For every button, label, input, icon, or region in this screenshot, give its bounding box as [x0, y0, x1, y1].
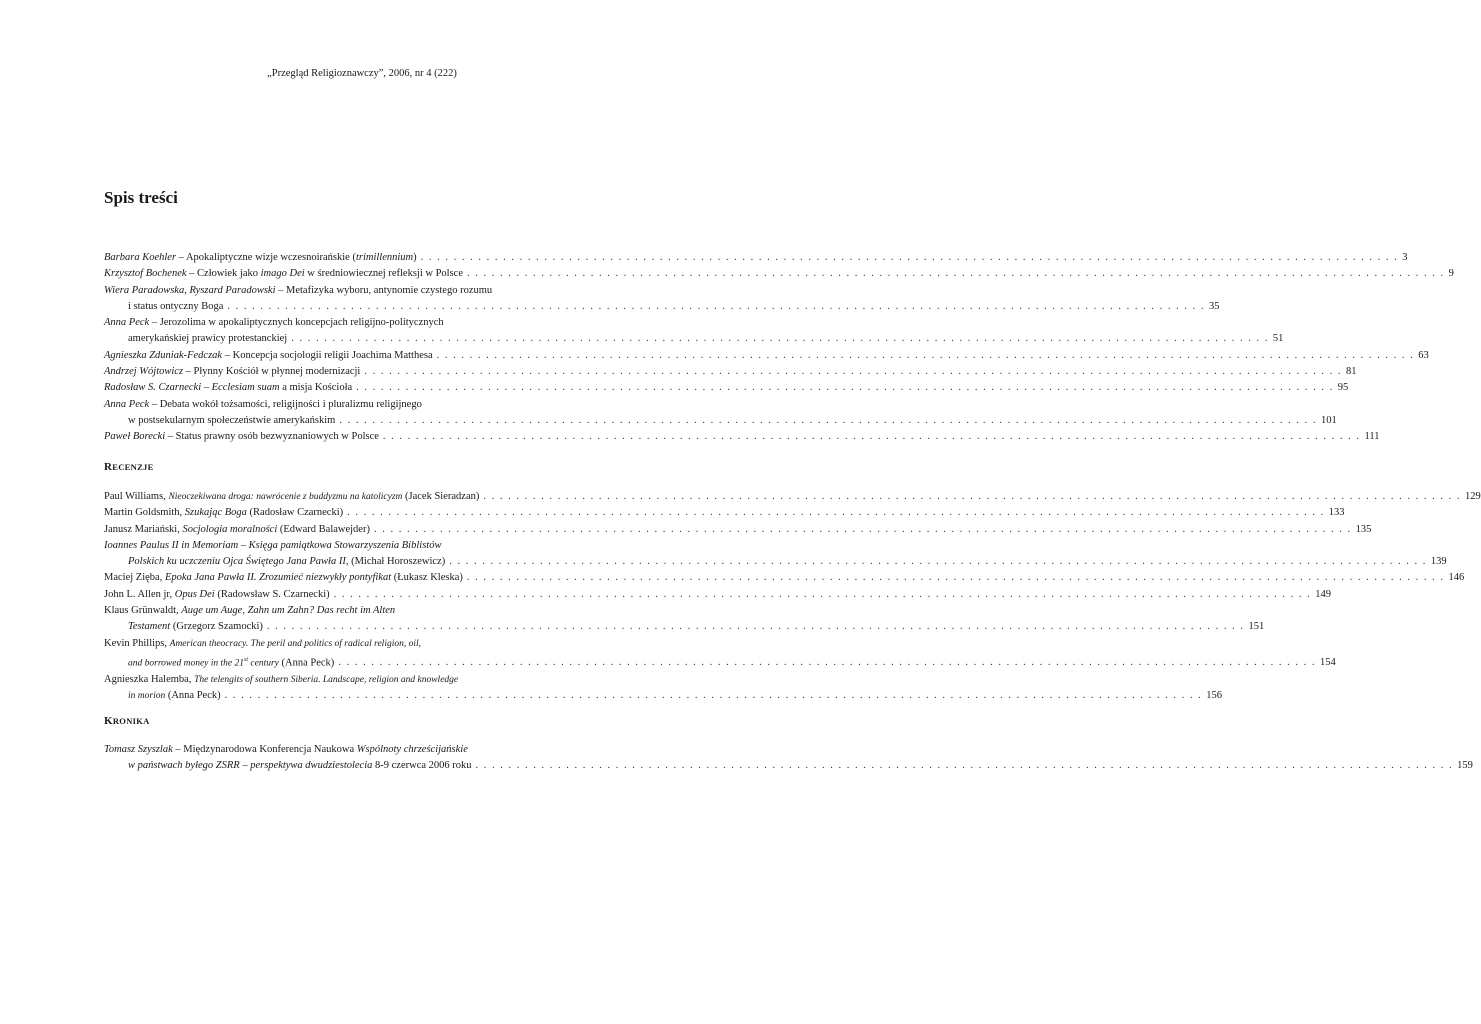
contents-list — [104, 250, 1454, 446]
article-entry — [104, 283, 1220, 316]
page-number: 151 — [1248, 621, 1265, 633]
entry-line — [104, 380, 1349, 396]
page-number: 63 — [1418, 349, 1429, 361]
reviews-heading — [104, 461, 154, 473]
entry-line — [104, 397, 554, 413]
entry-line — [104, 266, 1454, 282]
dot-leader — [339, 413, 1317, 429]
review-entry — [104, 505, 1345, 521]
page-number: 101 — [1320, 414, 1337, 426]
dot-leader — [437, 348, 1415, 364]
entry-text: Paul Williams, Nieoczekiwana droga: nawrócenie z buddyzmu na katolicyzm (Jacek Sieradzan) — [104, 491, 480, 502]
reviews-heading-rest: ECENZJE — [112, 462, 154, 472]
dot-leader — [467, 266, 1445, 282]
entry-line — [104, 758, 1473, 774]
dot-leader — [225, 688, 1203, 704]
entry-text: John L. Allen jr, Opus Dei (Radowsław S. Czarnecki) — [104, 588, 330, 600]
entry-line — [104, 522, 1372, 538]
entry-text: w postsekularnym społeczeństwie amerykańskim — [128, 414, 336, 426]
dot-leader — [383, 429, 1361, 445]
entry-text: Klaus Grünwaldt, Auge um Auge, Zahn um Zahn? Das recht im Alten — [104, 605, 396, 617]
entry-text: Barbara Koehler – Apokaliptyczne wizje wczesnoirańskie (trimillennium) — [104, 252, 417, 263]
entry-line — [104, 570, 1465, 586]
page-number: 35 — [1209, 300, 1220, 312]
dot-leader — [476, 758, 1454, 774]
entry-text: i status ontyczny Boga — [128, 300, 224, 312]
review-entry — [104, 538, 1447, 571]
page-number: 81 — [1345, 366, 1357, 378]
dot-leader — [374, 522, 1352, 538]
dot-leader — [467, 570, 1445, 586]
page-title: Spis treści — [104, 188, 178, 207]
entry-text: Paweł Borecki – Status prawny osób bezwyznaniowych w Polsce — [104, 431, 379, 443]
entry-text: Krzysztof Bochenek – Człowiek jako imago Dei w średniowiecznej refleksji w Polsce — [104, 268, 463, 280]
page-number: 156 — [1206, 690, 1222, 702]
dot-leader — [338, 655, 1316, 671]
article-entry — [104, 250, 1408, 266]
entry-text: Testament (Grzegorz Szamocki) — [128, 621, 263, 633]
article-entry — [104, 315, 1284, 348]
chronicle-heading-initial: K — [104, 715, 113, 727]
dot-leader — [364, 364, 1342, 380]
article-entry — [104, 429, 1380, 445]
article-entry — [104, 364, 1357, 380]
entry-text: in morion (Anna Peck) — [128, 690, 221, 702]
entry-line — [104, 554, 1447, 570]
entry-line — [104, 603, 554, 619]
entry-line — [104, 688, 1222, 704]
entry-text: Anna Peck – Jerozolima w apokaliptycznych koncepcjach religijno-politycznych — [104, 317, 444, 329]
review-entry — [104, 587, 1331, 603]
dot-leader — [227, 299, 1205, 315]
entry-line — [104, 348, 1429, 364]
dot-leader — [421, 250, 1399, 266]
dot-leader — [291, 331, 1269, 347]
entry-text: Martin Goldsmith, Szukając Boga (Radosław Czarnecki) — [104, 507, 344, 519]
dot-leader — [449, 554, 1427, 570]
page-number: 149 — [1315, 588, 1331, 600]
journal-header: „Przegląd Religioznawczy”, 2006, nr 4 (222) — [267, 68, 457, 79]
entry-text: Ioannes Paulus II in Memoriam – Księga pamiątkowa Stowarzyszenia Biblistów — [104, 539, 442, 551]
dot-leader — [347, 505, 1325, 521]
entry-line — [104, 429, 1380, 445]
entry-line — [104, 250, 1408, 266]
entry-line — [104, 742, 554, 758]
dot-leader — [334, 587, 1312, 603]
entry-line — [104, 619, 1265, 635]
entry-text: Radosław S. Czarnecki – Ecclesiam suam a misja Kościoła — [104, 382, 353, 394]
entry-text: Andrzej Wójtowicz – Płynny Kościół w płynnej modernizacji — [104, 366, 361, 378]
reviews-list — [104, 489, 1481, 704]
entry-line — [104, 587, 1331, 603]
page-number: 9 — [1448, 268, 1454, 280]
chronicle-heading — [104, 715, 150, 727]
page-number: 51 — [1272, 333, 1284, 345]
page-number: 146 — [1448, 572, 1465, 584]
dot-leader — [356, 380, 1334, 396]
page-number: 3 — [1402, 252, 1408, 263]
page-number: 111 — [1364, 431, 1380, 443]
entry-line — [104, 505, 1345, 521]
review-entry — [104, 570, 1465, 586]
entry-text: amerykańskiej prawicy protestanckiej — [128, 333, 288, 345]
entry-line — [104, 331, 1284, 347]
entry-text: and borrowed money in the 21st century (Anna Peck) — [128, 656, 335, 669]
page-number: 139 — [1430, 556, 1447, 568]
entry-text: Polskich ku uczczeniu Ojca Świętego Jana Pawła II, (Michał Horoszewicz) — [128, 556, 446, 568]
entry-text: Wiera Paradowska, Ryszard Paradowski – Metafizyka wyboru, antynomie czystego rozumu — [104, 284, 493, 296]
review-entry — [104, 522, 1372, 538]
page-number: 135 — [1355, 523, 1372, 535]
entry-text: Agnieszka Zduniak-Fedczak – Koncepcja socjologii religii Joachima Matthesa — [104, 349, 433, 361]
article-entry — [104, 380, 1349, 396]
chronicle-heading-rest: RONIKA — [112, 716, 150, 726]
entry-text: Kevin Phillips, American theocracy. The peril and politics of radical religion, oil, — [104, 637, 422, 649]
entry-line — [104, 538, 554, 554]
page-number: 129 — [1464, 491, 1481, 502]
review-entry — [104, 672, 1222, 705]
entry-line — [104, 413, 1337, 429]
dot-leader — [267, 619, 1245, 635]
page-number: 159 — [1457, 760, 1473, 772]
reviews-heading-initial: R — [104, 461, 113, 473]
chronicle-list — [104, 742, 1473, 775]
entry-line — [104, 672, 554, 688]
entry-text: Janusz Mariański, Socjologia moralności (Edward Balawejder) — [104, 523, 370, 535]
entry-text: Anna Peck – Debata wokół tożsamości, religijności i pluralizmu religijnego — [104, 398, 422, 410]
article-entry — [104, 266, 1454, 282]
entry-line — [104, 636, 554, 652]
entry-text: Maciej Zięba, Epoka Jana Pawła II. Zrozumieć niezwykły pontyfikat (Łukasz Kleska) — [104, 572, 463, 584]
dot-leader — [483, 489, 1461, 505]
entry-line — [104, 489, 1481, 505]
entry-text: w państwach byłego ZSRR – perspektywa dwudziestolecia 8-9 czerwca 2006 roku — [128, 760, 472, 772]
entry-line — [104, 364, 1357, 380]
entry-line — [104, 283, 554, 299]
review-entry — [104, 603, 1265, 636]
article-entry — [104, 348, 1429, 364]
entry-text: Tomasz Szyszlak – Międzynarodowa Konferencja Naukowa Wspólnoty chrześcijańskie — [104, 744, 468, 755]
review-entry — [104, 489, 1481, 505]
page-number: 133 — [1328, 507, 1345, 519]
page-number: 154 — [1319, 657, 1336, 669]
entry-line — [104, 299, 1220, 315]
review-entry — [104, 636, 1336, 672]
article-entry — [104, 397, 1337, 430]
chronicle-entry — [104, 742, 1473, 775]
entry-text: Agnieszka Halemba, The telengits of southern Siberia. Landscape, religion and knowledge — [104, 673, 459, 685]
page-number: 95 — [1337, 382, 1349, 394]
entry-line — [104, 652, 1336, 672]
entry-line — [104, 315, 554, 331]
